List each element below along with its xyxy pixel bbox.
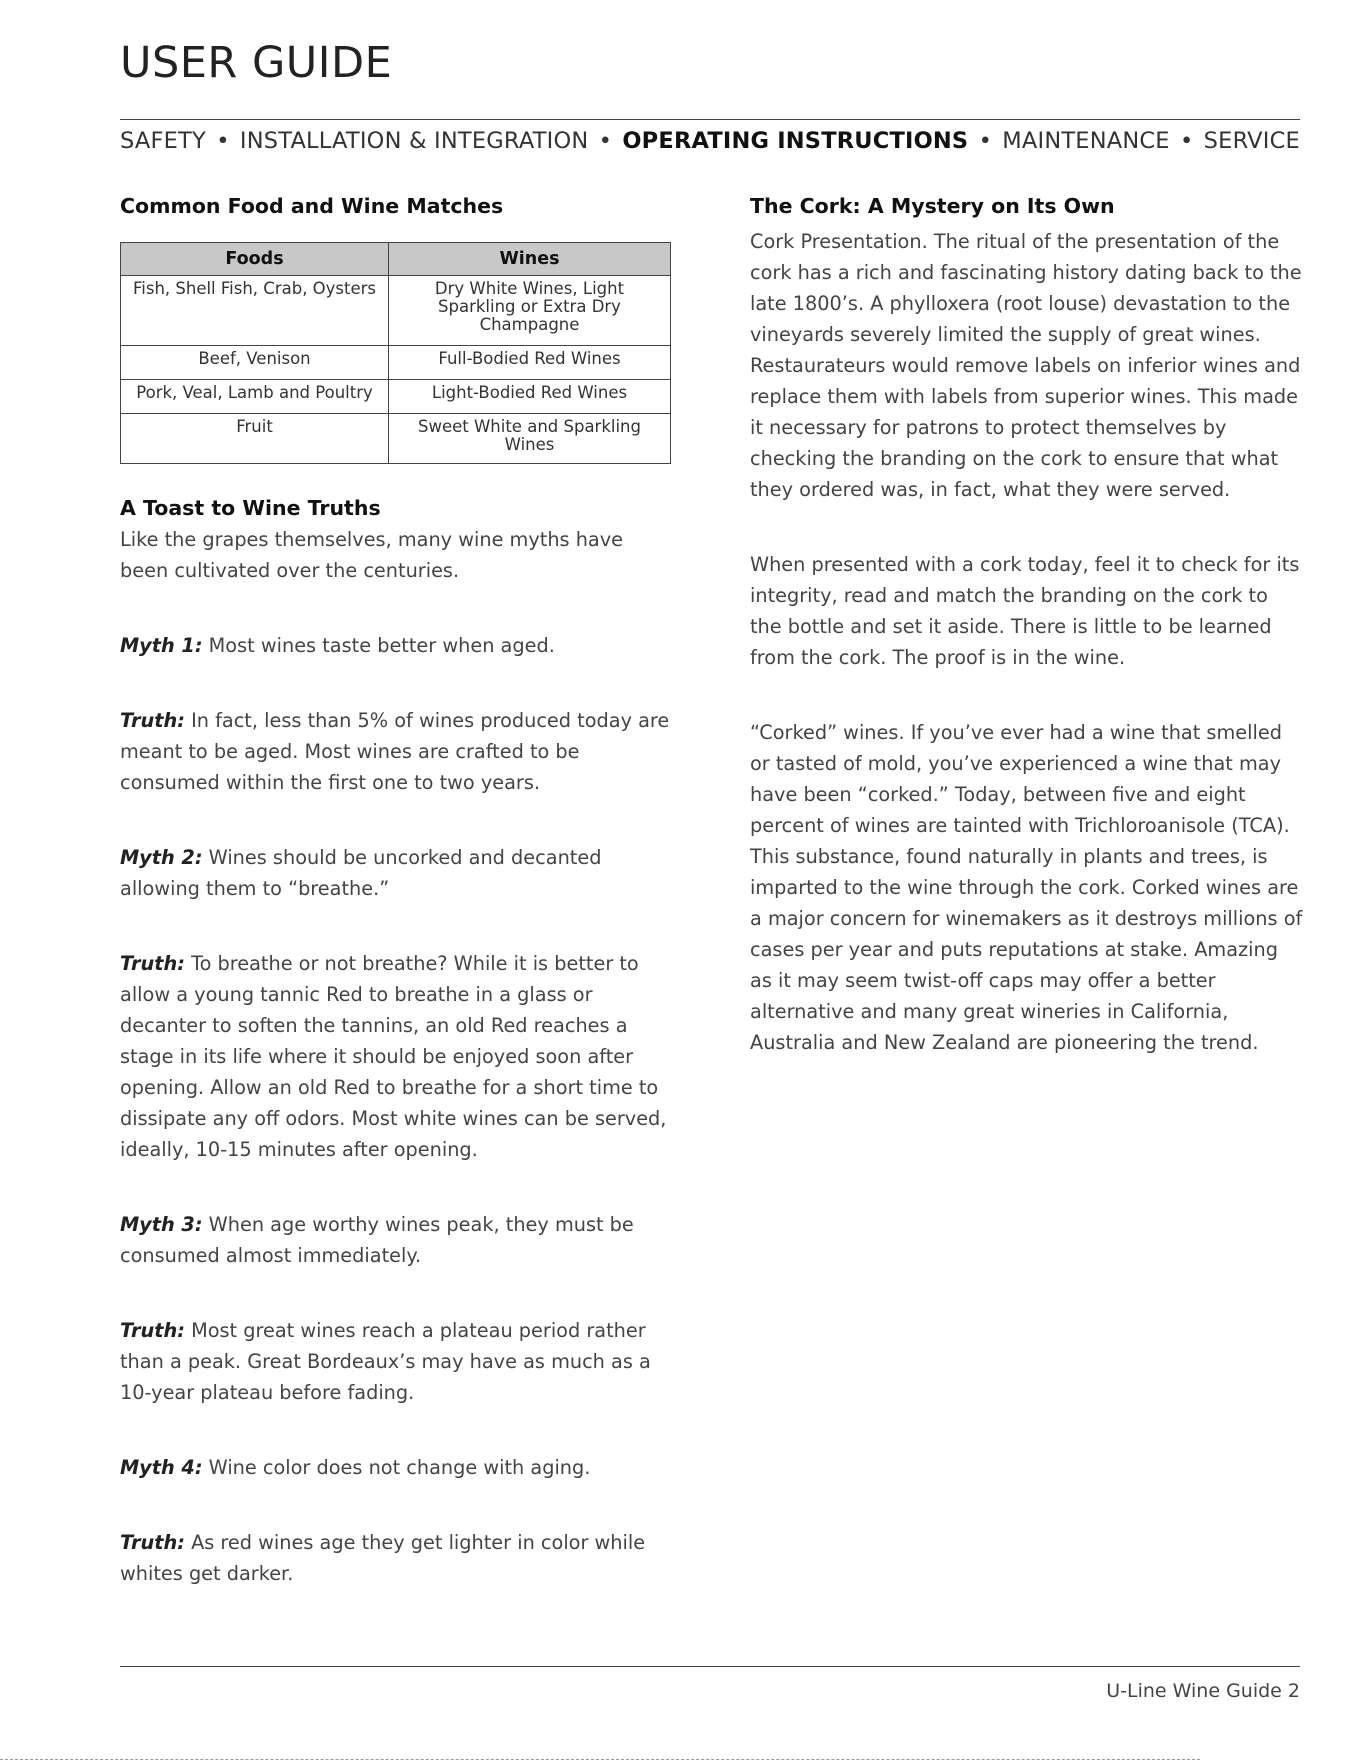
myth-text: Wines should be uncorked and decanted allowing them to “breathe.” [120, 846, 602, 900]
myth-text: When age worthy wines peak, they must be consumed almost immediately. [120, 1213, 634, 1267]
cork-today-paragraph: When presented with a cork today, feel it to check for its integrity, read and match the branding on the cork to the bottle and set it aside. There is little to be learned from the cork. The proof is in the wine. [750, 553, 1300, 669]
wine-cell: Full-Bodied Red Wines [389, 346, 671, 380]
page-footer: U-Line Wine Guide 2 [1106, 1680, 1300, 1702]
truth-label: Truth: [120, 1319, 185, 1342]
food-wine-table [120, 242, 671, 464]
right-column [750, 190, 1305, 1058]
myth-paragraph [120, 1452, 675, 1483]
nav-separator: • [1179, 128, 1194, 154]
food-wine-matches-heading: Common Food and Wine Matches [120, 194, 504, 218]
food-cell: Beef, Venison [121, 346, 389, 380]
table-row [121, 346, 671, 380]
wine-truths-heading: A Toast to Wine Truths [120, 496, 381, 520]
truth-label: Truth: [120, 709, 185, 732]
truth-paragraph [120, 1527, 675, 1589]
truth-paragraph [120, 948, 675, 1165]
left-column [120, 190, 675, 1589]
table-header-row [121, 243, 671, 276]
myth-paragraph [120, 842, 675, 904]
truth-text: As red wines age they get lighter in color while whites get darker. [120, 1531, 646, 1585]
myth-text: Wine color does not change with aging. [202, 1456, 591, 1479]
food-cell: Pork, Veal, Lamb and Poultry [121, 380, 389, 414]
nav-separator: • [978, 128, 993, 154]
truth-text: To breathe or not breathe? While it is better to allow a young tannic Red to breathe in a glass or decanter to soften the tannins, an old Red reaches a stage in its life where it should be enjoyed soon after opening. Allow an old Red to breathe for a short time to dissipate any off odors. Most white wines can be served, ideally, 10-15 minutes after opening. [120, 952, 667, 1161]
food-cell: Fish, Shell Fish, Crab, Oysters [121, 276, 389, 346]
truth-paragraph [120, 705, 675, 798]
nav-item-safety: SAFETY [120, 128, 206, 154]
header-divider [120, 119, 1300, 120]
nav-separator: • [598, 128, 613, 154]
nav-item-service: SERVICE [1203, 128, 1300, 154]
myth-text: Most wines taste better when aged. [202, 634, 555, 657]
table-row [121, 380, 671, 414]
section-navigation [120, 128, 1300, 154]
nav-item-maintenance: MAINTENANCE [1002, 128, 1170, 154]
myth-label: Myth 2: [120, 846, 203, 869]
truth-paragraph [120, 1315, 675, 1408]
nav-item-installation: INSTALLATION & INTEGRATION [239, 128, 589, 154]
document-title: USER GUIDE [120, 38, 393, 88]
table-row [121, 276, 671, 346]
wine-cell: Sweet White and Sparkling Wines [389, 414, 671, 464]
truth-text: Most great wines reach a plateau period rather than a peak. Great Bordeaux’s may have as much as a 10-year plateau before fading. [120, 1319, 651, 1404]
myth-paragraph [120, 1209, 675, 1271]
food-cell: Fruit [121, 414, 389, 464]
wine-cell: Light-Bodied Red Wines [389, 380, 671, 414]
truth-text: In fact, less than 5% of wines produced today are meant to be aged. Most wines are crafted to be consumed within the first one to two years. [120, 709, 670, 794]
truth-label: Truth: [120, 1531, 185, 1554]
wine-cell: Dry White Wines, Light Sparkling or Extra Dry Champagne [389, 276, 671, 346]
corked-wines-paragraph: “Corked” wines. If you’ve ever had a wine that smelled or tasted of mold, you’ve experienced a wine that may have been “corked.” Today, between five and eight percent of wines are tainted with Trichloroanisole (TCA). This substance, found naturally in plants and trees, is imparted to the wine through the cork. Corked wines are a major concern for winemakers as it destroys millions of cases per year and puts reputations at stake. Amazing as it may seem twist-off caps may offer a better alternative and many great wineries in California, Australia and New Zealand are pioneering the trend. [750, 721, 1303, 1054]
myth-paragraph [120, 630, 675, 661]
truth-label: Truth: [120, 952, 185, 975]
column-header-wines: Wines [389, 243, 671, 276]
nav-separator: • [216, 128, 230, 154]
nav-item-operating-instructions: OPERATING INSTRUCTIONS [622, 128, 969, 154]
wine-truths-intro: Like the grapes themselves, many wine myths have been cultivated over the centuries. [120, 528, 624, 582]
cork-presentation-paragraph: Cork Presentation. The ritual of the presentation of the cork has a rich and fascinating history dating back to the late 1800’s. A phylloxera (root louse) devastation to the vineyards severely limited the supply of great wines. Restaurateurs would remove labels on inferior wines and replace them with labels from superior wines. This made it necessary for patrons to protect themselves by checking the branding on the cork to ensure that what they ordered was, in fact, what they were served. [750, 230, 1302, 501]
table-row [121, 414, 671, 464]
myth-label: Myth 3: [120, 1213, 203, 1236]
column-header-foods: Foods [121, 243, 389, 276]
myth-label: Myth 4: [120, 1456, 203, 1479]
footer-divider [120, 1666, 1300, 1667]
page-edge-line [0, 1759, 1200, 1760]
myth-label: Myth 1: [120, 634, 203, 657]
cork-heading: The Cork: A Mystery on Its Own [750, 194, 1115, 218]
